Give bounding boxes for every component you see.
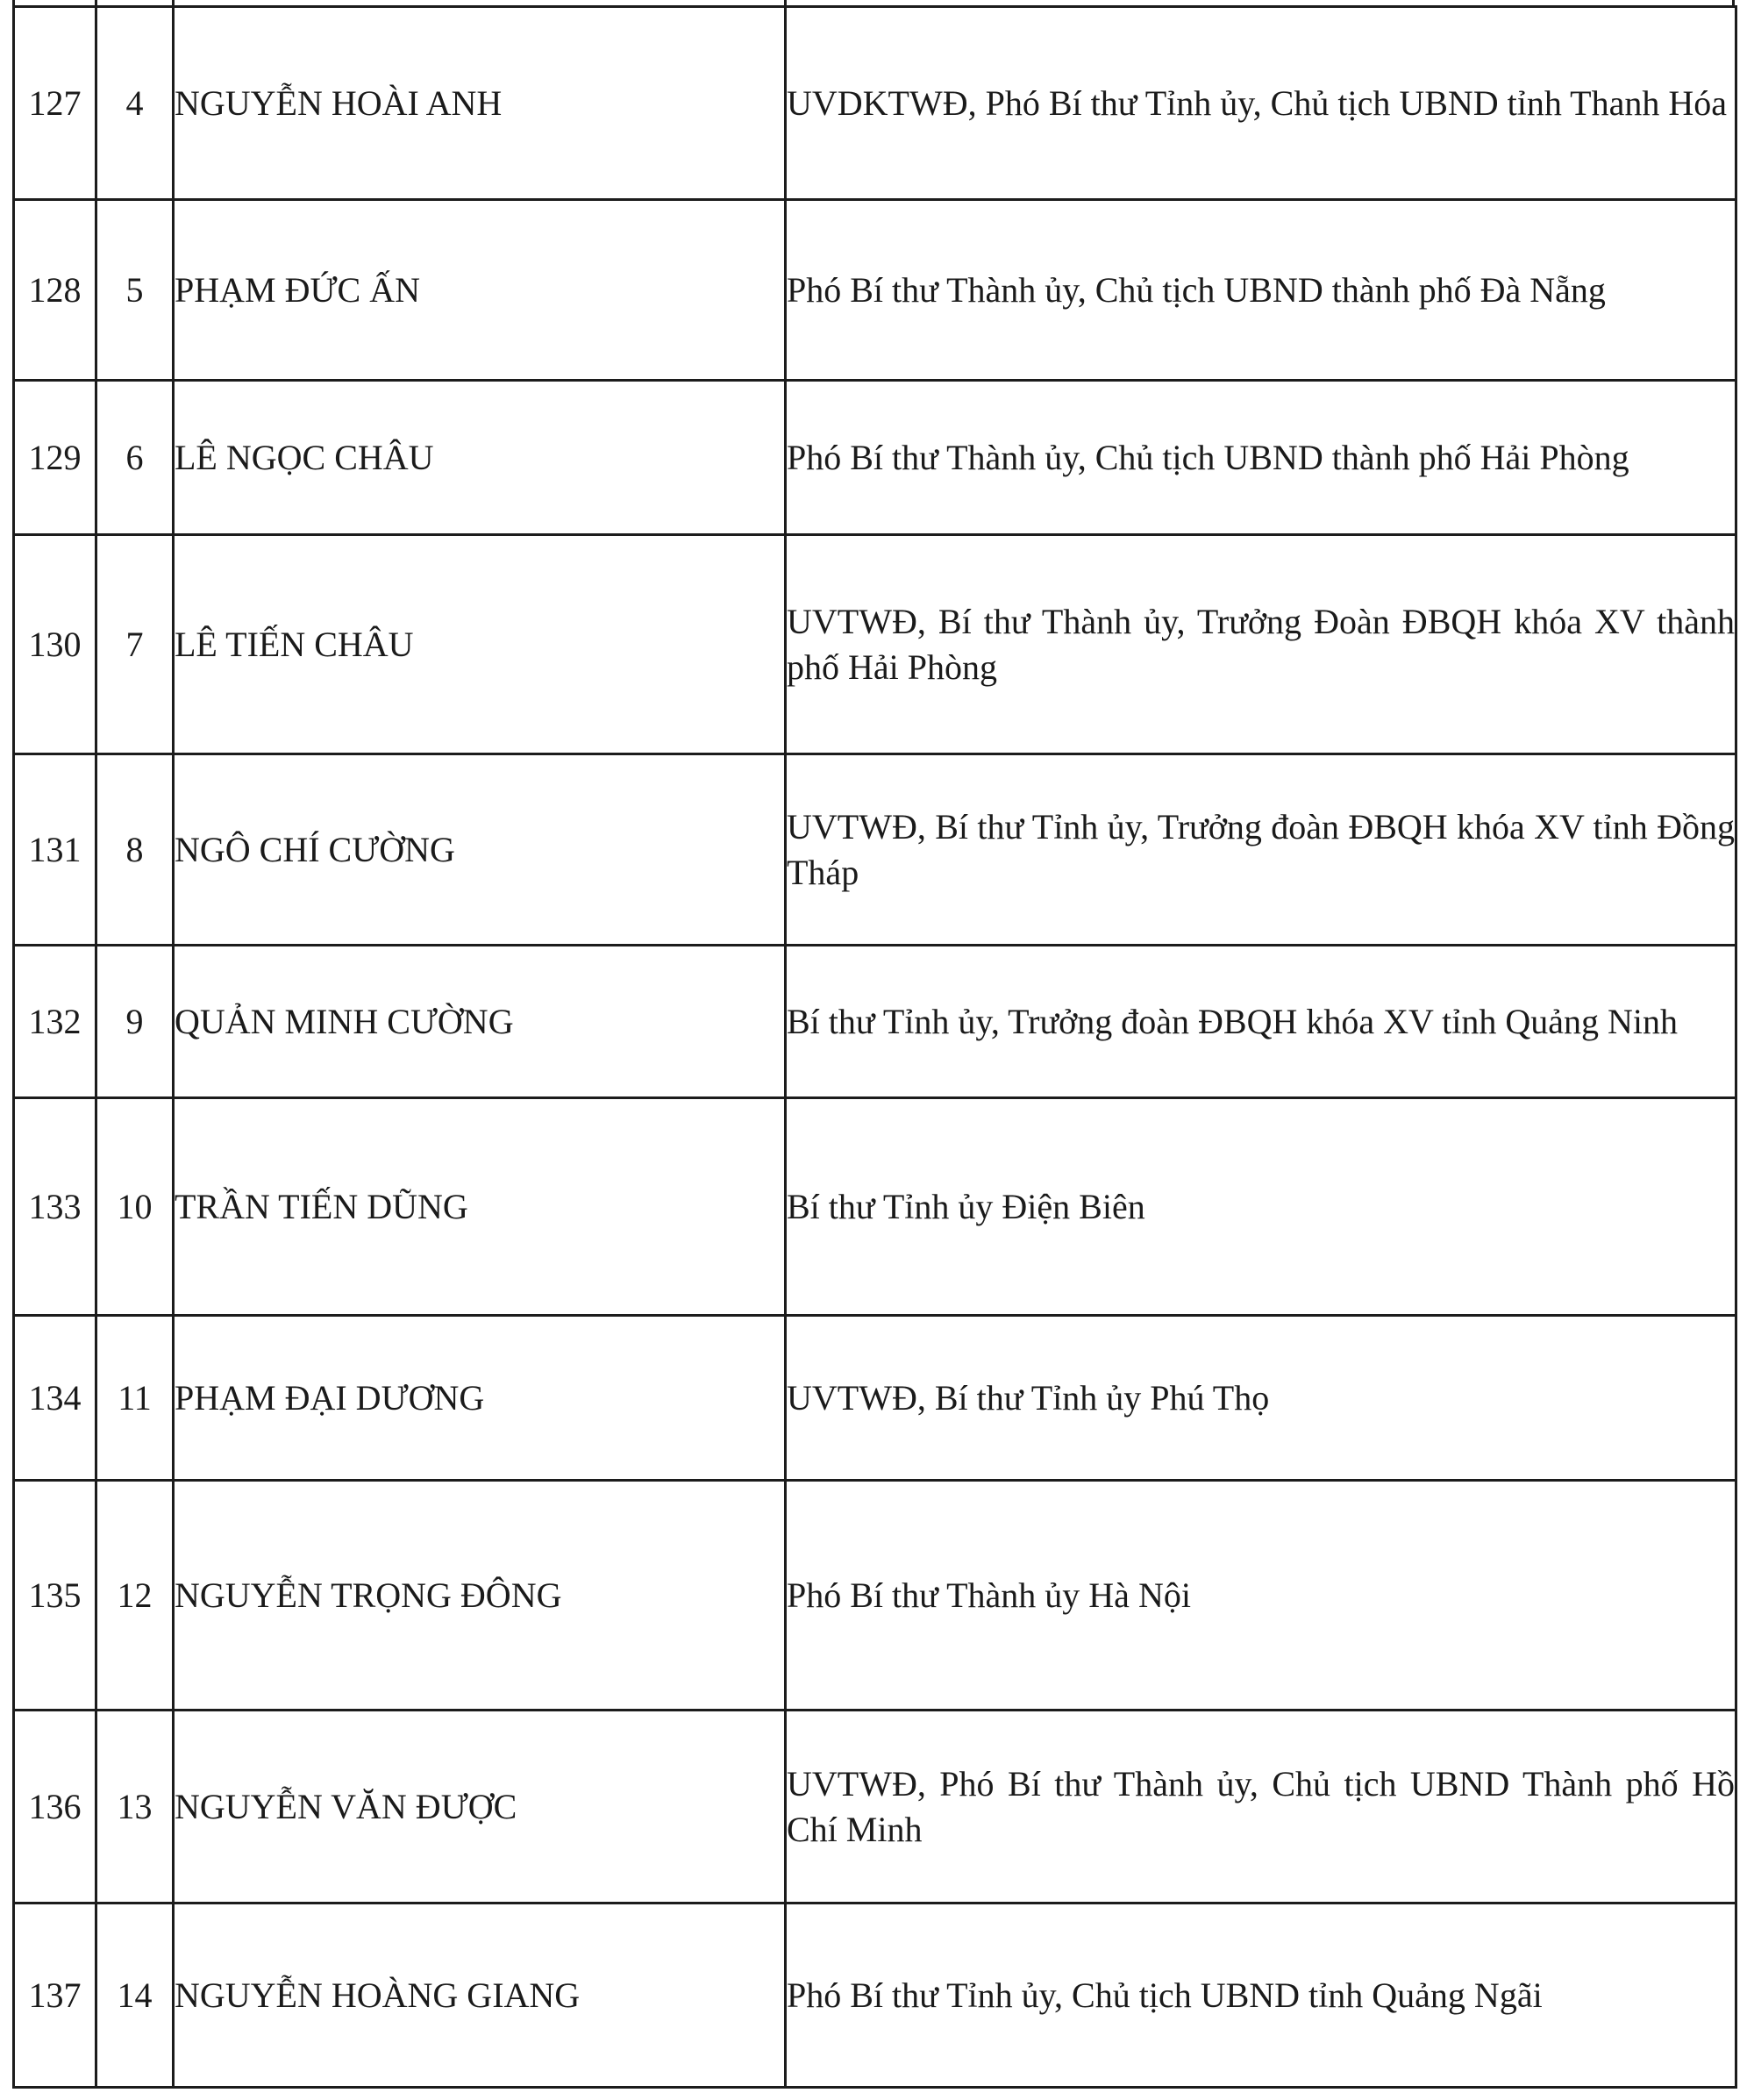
row-group-number-cell: 14 — [96, 1904, 174, 2088]
candidate-name-cell: NGUYỄN VĂN ĐƯỢC — [174, 1711, 786, 1904]
row-group-number-cell: 12 — [96, 1481, 174, 1711]
candidate-position-cell: Phó Bí thư Thành ủy Hà Nội — [786, 1481, 1736, 1711]
row-group-number-cell: 5 — [96, 200, 174, 381]
row-group-number-cell: 10 — [96, 1098, 174, 1316]
candidate-name-cell: LÊ NGỌC CHÂU — [174, 381, 786, 535]
candidate-position-cell: Phó Bí thư Thành ủy, Chủ tịch UBND thành phố Đà Nẵng — [786, 200, 1736, 381]
candidate-position-cell: Phó Bí thư Tỉnh ủy, Chủ tịch UBND tỉnh Quảng Ngãi — [786, 1904, 1736, 2088]
candidate-name-cell: NGUYỄN HOÀNG GIANG — [174, 1904, 786, 2088]
row-index-cell: 137 — [14, 1904, 96, 2088]
row-group-number-cell: 9 — [96, 946, 174, 1098]
row-index-cell: 132 — [14, 946, 96, 1098]
table-row — [14, 200, 1736, 381]
candidate-position-cell: UVTWĐ, Bí thư Thành ủy, Trưởng Đoàn ĐBQH khóa XV thành phố Hải Phòng — [786, 535, 1736, 754]
row-index-cell: 129 — [14, 381, 96, 535]
candidate-position-cell: Bí thư Tỉnh ủy, Trưởng đoàn ĐBQH khóa XV tỉnh Quảng Ninh — [786, 946, 1736, 1098]
row-index-cell: 133 — [14, 1098, 96, 1316]
table-row — [14, 1481, 1736, 1711]
table-row — [14, 1711, 1736, 1904]
row-index-cell: 127 — [14, 7, 96, 200]
row-index-cell: 128 — [14, 200, 96, 381]
candidate-position-cell: Phó Bí thư Thành ủy, Chủ tịch UBND thành phố Hải Phòng — [786, 381, 1736, 535]
candidate-name-cell: LÊ TIẾN CHÂU — [174, 535, 786, 754]
table-row — [14, 946, 1736, 1098]
candidate-position-cell: UVTWĐ, Bí thư Tỉnh ủy, Trưởng đoàn ĐBQH khóa XV tỉnh Đồng Tháp — [786, 754, 1736, 946]
table-row — [14, 1316, 1736, 1481]
candidate-name-cell: NGUYỄN TRỌNG ĐÔNG — [174, 1481, 786, 1711]
candidate-name-cell: NGUYỄN HOÀI ANH — [174, 7, 786, 200]
row-index-cell: 130 — [14, 535, 96, 754]
table-row — [14, 7, 1736, 200]
table-row — [14, 754, 1736, 946]
row-group-number-cell: 4 — [96, 7, 174, 200]
row-index-cell: 135 — [14, 1481, 96, 1711]
row-group-number-cell: 8 — [96, 754, 174, 946]
candidate-position-cell: UVDKTWĐ, Phó Bí thư Tỉnh ủy, Chủ tịch UBND tỉnh Thanh Hóa — [786, 7, 1736, 200]
table-row — [14, 1098, 1736, 1316]
row-index-cell: 134 — [14, 1316, 96, 1481]
row-index-cell: 131 — [14, 754, 96, 946]
row-group-number-cell: 13 — [96, 1711, 174, 1904]
candidate-name-cell: NGÔ CHÍ CƯỜNG — [174, 754, 786, 946]
candidate-position-cell: Bí thư Tỉnh ủy Điện Biên — [786, 1098, 1736, 1316]
candidate-name-cell: QUẢN MINH CƯỜNG — [174, 946, 786, 1098]
row-index-cell: 136 — [14, 1711, 96, 1904]
table-row — [14, 535, 1736, 754]
candidate-name-cell: PHẠM ĐỨC ẤN — [174, 200, 786, 381]
table-row — [14, 1904, 1736, 2088]
candidate-name-cell: TRẦN TIẾN DŨNG — [174, 1098, 786, 1316]
row-group-number-cell: 11 — [96, 1316, 174, 1481]
candidate-name-cell: PHẠM ĐẠI DƯƠNG — [174, 1316, 786, 1481]
row-group-number-cell: 7 — [96, 535, 174, 754]
row-group-number-cell: 6 — [96, 381, 174, 535]
candidate-position-cell: UVTWĐ, Phó Bí thư Thành ủy, Chủ tịch UBND Thành phố Hồ Chí Minh — [786, 1711, 1736, 1904]
candidate-position-cell: UVTWĐ, Bí thư Tỉnh ủy Phú Thọ — [786, 1316, 1736, 1481]
table-row — [14, 381, 1736, 535]
candidate-table — [12, 5, 1737, 2089]
candidate-table-body — [14, 7, 1736, 2088]
